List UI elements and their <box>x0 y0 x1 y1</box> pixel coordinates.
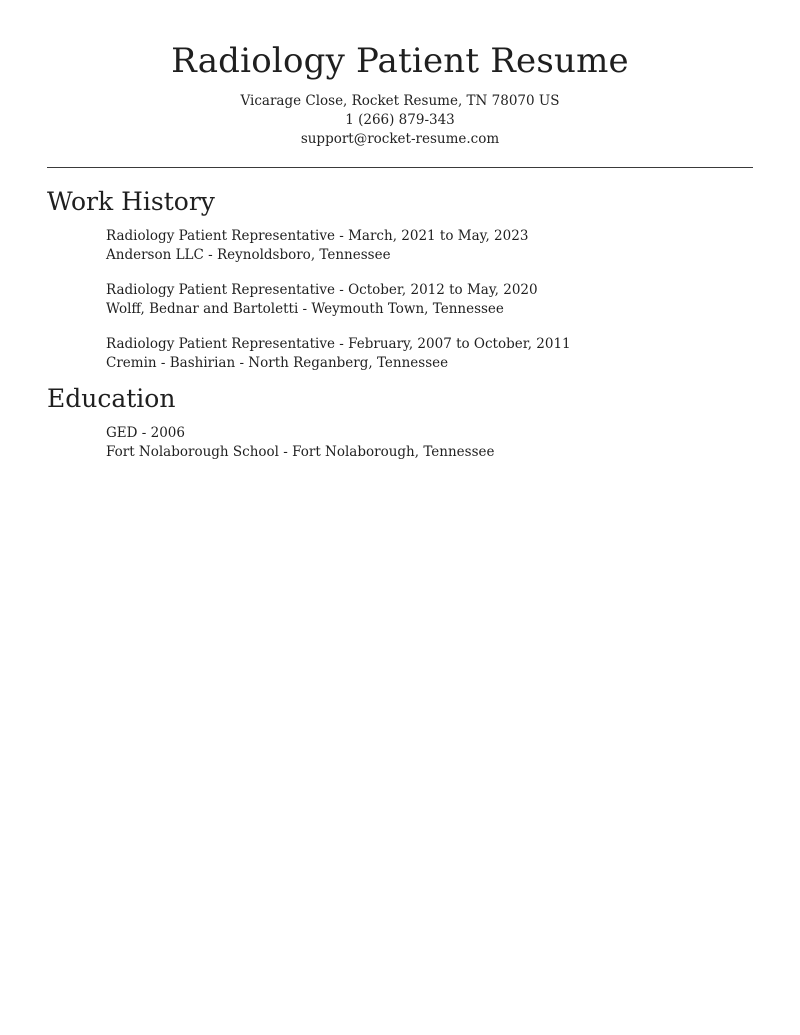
contact-email: support@rocket-resume.com <box>300 131 500 147</box>
work-entry <box>106 281 746 319</box>
education-list <box>106 424 746 462</box>
work-history-heading: Work History <box>47 187 215 216</box>
education-entry-school: Fort Nolaborough School - Fort Nolaborough, Tennessee <box>106 444 495 460</box>
work-entry-role: Radiology Patient Representative - February, 2007 to October, 2011 <box>106 336 571 352</box>
work-entry-role: Radiology Patient Representative - October, 2012 to May, 2020 <box>106 282 538 298</box>
work-entry-company: Wolff, Bednar and Bartoletti - Weymouth Town, Tennessee <box>106 301 504 317</box>
education-heading: Education <box>47 384 176 413</box>
work-entry-role: Radiology Patient Representative - March, 2021 to May, 2023 <box>106 228 529 244</box>
header-divider <box>47 167 753 168</box>
work-entry-company: Cremin - Bashirian - North Reganberg, Tennessee <box>106 355 449 371</box>
work-entry <box>106 227 746 265</box>
contact-phone: 1 (266) 879-343 <box>345 112 455 128</box>
work-entry <box>106 335 746 373</box>
resume-header <box>0 0 800 149</box>
education-entry-degree: GED - 2006 <box>106 425 185 441</box>
work-history-list <box>106 227 746 373</box>
education-entry <box>106 424 746 462</box>
contact-address: Vicarage Close, Rocket Resume, TN 78070 US <box>240 93 560 109</box>
contact-block <box>0 92 800 149</box>
work-entry-company: Anderson LLC - Reynoldsboro, Tennessee <box>106 247 391 263</box>
page-title: Radiology Patient Resume <box>171 41 629 81</box>
